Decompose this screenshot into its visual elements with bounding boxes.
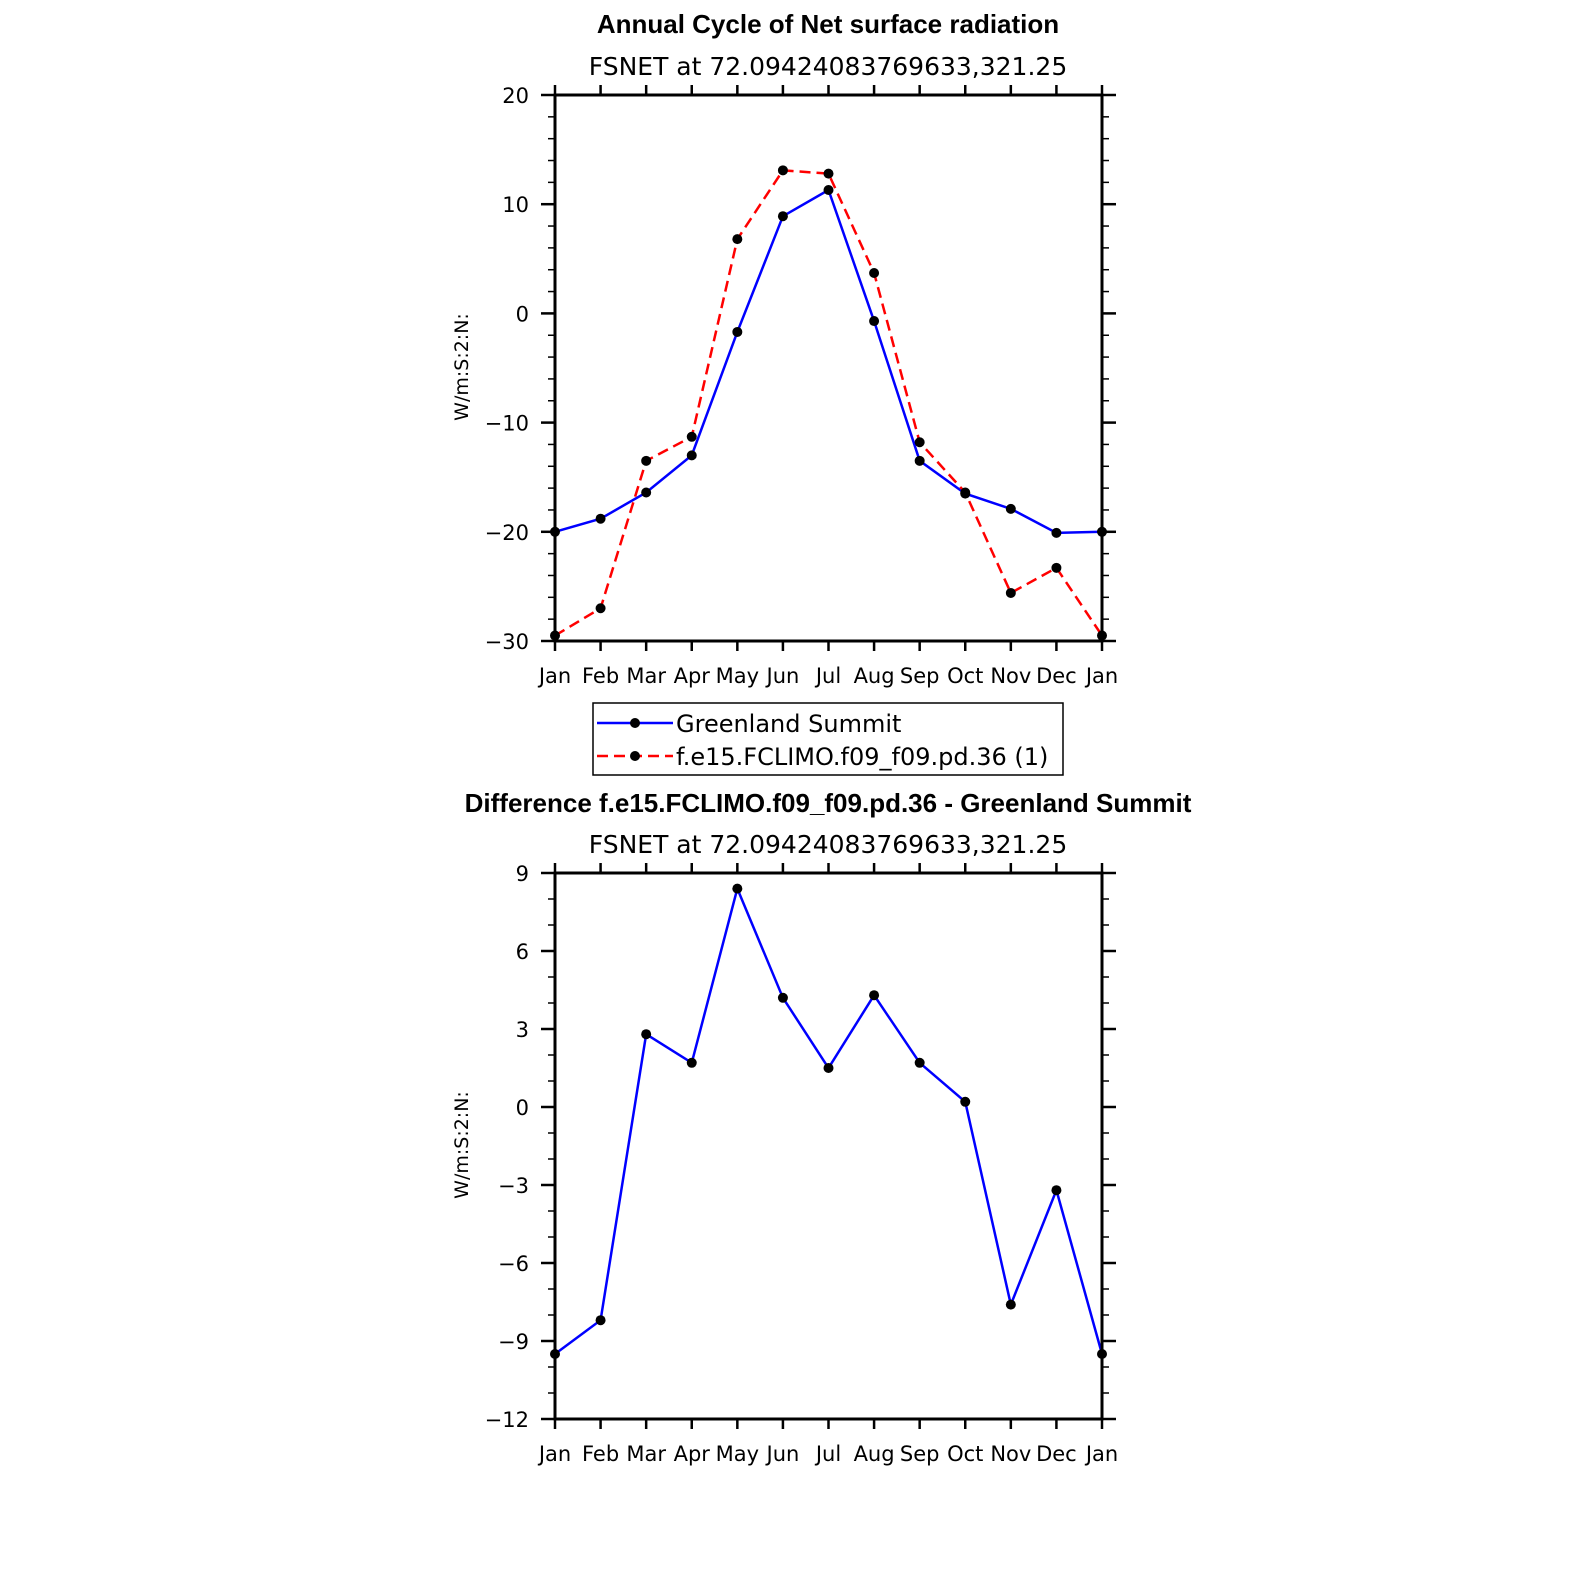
x-tick-label: Feb <box>581 1442 620 1466</box>
data-point-s0-9 <box>960 1097 970 1107</box>
data-point-s0-4 <box>732 884 742 894</box>
y-tick-label: 9 <box>515 862 529 886</box>
data-point-s0-2 <box>641 1029 651 1039</box>
y-tick-label: 0 <box>515 302 529 327</box>
x-tick-label: Aug <box>853 1442 895 1466</box>
x-tick-label: Jan <box>538 1442 572 1466</box>
x-tick-labels <box>537 664 1118 688</box>
x-tick-label: Sep <box>899 1442 940 1466</box>
y-tick-labels <box>485 862 529 1432</box>
data-point-s0-8 <box>915 456 925 466</box>
chart-subtitle: FSNET at 72.09424083769633,321.25 <box>588 52 1068 81</box>
data-point-s0-11 <box>1051 1185 1061 1195</box>
chart-difference <box>451 788 1192 1466</box>
data-point-s0-1 <box>596 514 606 524</box>
x-tick-label: Nov <box>990 1442 1032 1466</box>
x-tick-label: Feb <box>581 664 620 688</box>
data-point-s0-3 <box>687 450 697 460</box>
x-tick-label: May <box>715 1442 760 1466</box>
y-tick-label: −20 <box>484 520 529 545</box>
x-tick-label: May <box>715 664 760 688</box>
y-tick-label: −10 <box>484 411 529 436</box>
x-tick-label: Aug <box>853 664 895 688</box>
chart-subtitle: FSNET at 72.09424083769633,321.25 <box>588 830 1068 859</box>
data-point-s1-8 <box>915 437 925 447</box>
data-point-s0-10 <box>1006 1300 1016 1310</box>
chart-annual-cycle <box>451 9 1118 688</box>
x-tick-label: Oct <box>947 664 984 688</box>
data-point-s1-2 <box>641 456 651 466</box>
x-tick-label: Mar <box>626 1442 666 1466</box>
y-tick-label: 0 <box>515 1096 529 1120</box>
x-tick-label: Dec <box>1036 1442 1077 1466</box>
y-tick-label: 20 <box>502 84 529 108</box>
x-tick-label: Jan <box>1085 1442 1119 1466</box>
data-point-s0-6 <box>824 185 834 195</box>
data-point-s0-7 <box>869 316 879 326</box>
data-point-s0-8 <box>915 1058 925 1068</box>
data-point-s1-6 <box>824 169 834 179</box>
x-tick-label: Apr <box>673 1442 710 1466</box>
data-point-s0-4 <box>732 327 742 337</box>
y-tick-label: 10 <box>502 193 529 218</box>
data-point-s0-7 <box>869 990 879 1000</box>
legend <box>593 703 1063 775</box>
data-point-s0-10 <box>1006 504 1016 514</box>
legend-marker-model <box>630 751 640 761</box>
data-point-s0-6 <box>824 1063 834 1073</box>
x-tick-label: Jun <box>766 664 800 688</box>
x-tick-labels <box>537 1442 1118 1466</box>
plot-series <box>550 165 1107 640</box>
x-tick-label: Jul <box>815 1442 842 1466</box>
data-point-s0-5 <box>778 993 788 1003</box>
series-line-0 <box>555 190 1102 533</box>
y-tick-label: −30 <box>484 630 529 654</box>
legend-label-greenland-summit: Greenland Summit <box>676 710 902 738</box>
x-tick-label: Mar <box>626 664 666 688</box>
y-axis-label: W/m:S:2:N: <box>451 1091 473 1199</box>
x-tick-label: Sep <box>899 664 940 688</box>
data-point-s0-11 <box>1051 528 1061 538</box>
x-tick-label: Dec <box>1036 664 1077 688</box>
legend-marker-greenland-summit <box>630 718 640 728</box>
x-tick-label: Jan <box>538 664 572 688</box>
y-axis-label: W/m:S:2:N: <box>451 313 473 421</box>
y-tick-label: 3 <box>515 1018 529 1042</box>
data-point-s1-11 <box>1051 563 1061 573</box>
data-point-s1-1 <box>596 603 606 613</box>
series-line-0 <box>555 889 1102 1354</box>
data-point-s0-5 <box>778 211 788 221</box>
data-point-s1-9 <box>960 487 970 497</box>
data-point-s0-1 <box>596 1315 606 1325</box>
data-point-s1-5 <box>778 165 788 175</box>
x-tick-label: Jan <box>1085 664 1119 688</box>
x-tick-label: Jul <box>815 664 842 688</box>
y-tick-label: 6 <box>515 940 529 964</box>
x-tick-label: Jun <box>766 1442 800 1466</box>
x-tick-label: Oct <box>947 1442 984 1466</box>
legend-label-model: f.e15.FCLIMO.f09_f09.pd.36 (1) <box>676 743 1049 771</box>
plot-frame <box>555 873 1102 1419</box>
y-tick-labels <box>485 84 529 654</box>
chart-title: Difference f.e15.FCLIMO.f09_f09.pd.36 - Greenland Summit <box>464 788 1192 818</box>
data-point-s0-3 <box>687 1058 697 1068</box>
y-tick-label: −12 <box>484 1408 529 1432</box>
series-line-1 <box>555 170 1102 635</box>
y-tick-label: −6 <box>498 1252 529 1276</box>
y-tick-label: −3 <box>498 1174 529 1198</box>
data-point-s1-10 <box>1006 588 1016 598</box>
data-point-s1-4 <box>732 234 742 244</box>
plot-series <box>550 884 1107 1359</box>
x-tick-label: Nov <box>990 664 1032 688</box>
data-point-s0-2 <box>641 487 651 497</box>
data-point-s1-3 <box>687 432 697 442</box>
data-point-s1-7 <box>869 268 879 278</box>
y-tick-label: −9 <box>498 1330 529 1354</box>
chart-title: Annual Cycle of Net surface radiation <box>596 9 1060 39</box>
x-tick-label: Apr <box>673 664 710 688</box>
